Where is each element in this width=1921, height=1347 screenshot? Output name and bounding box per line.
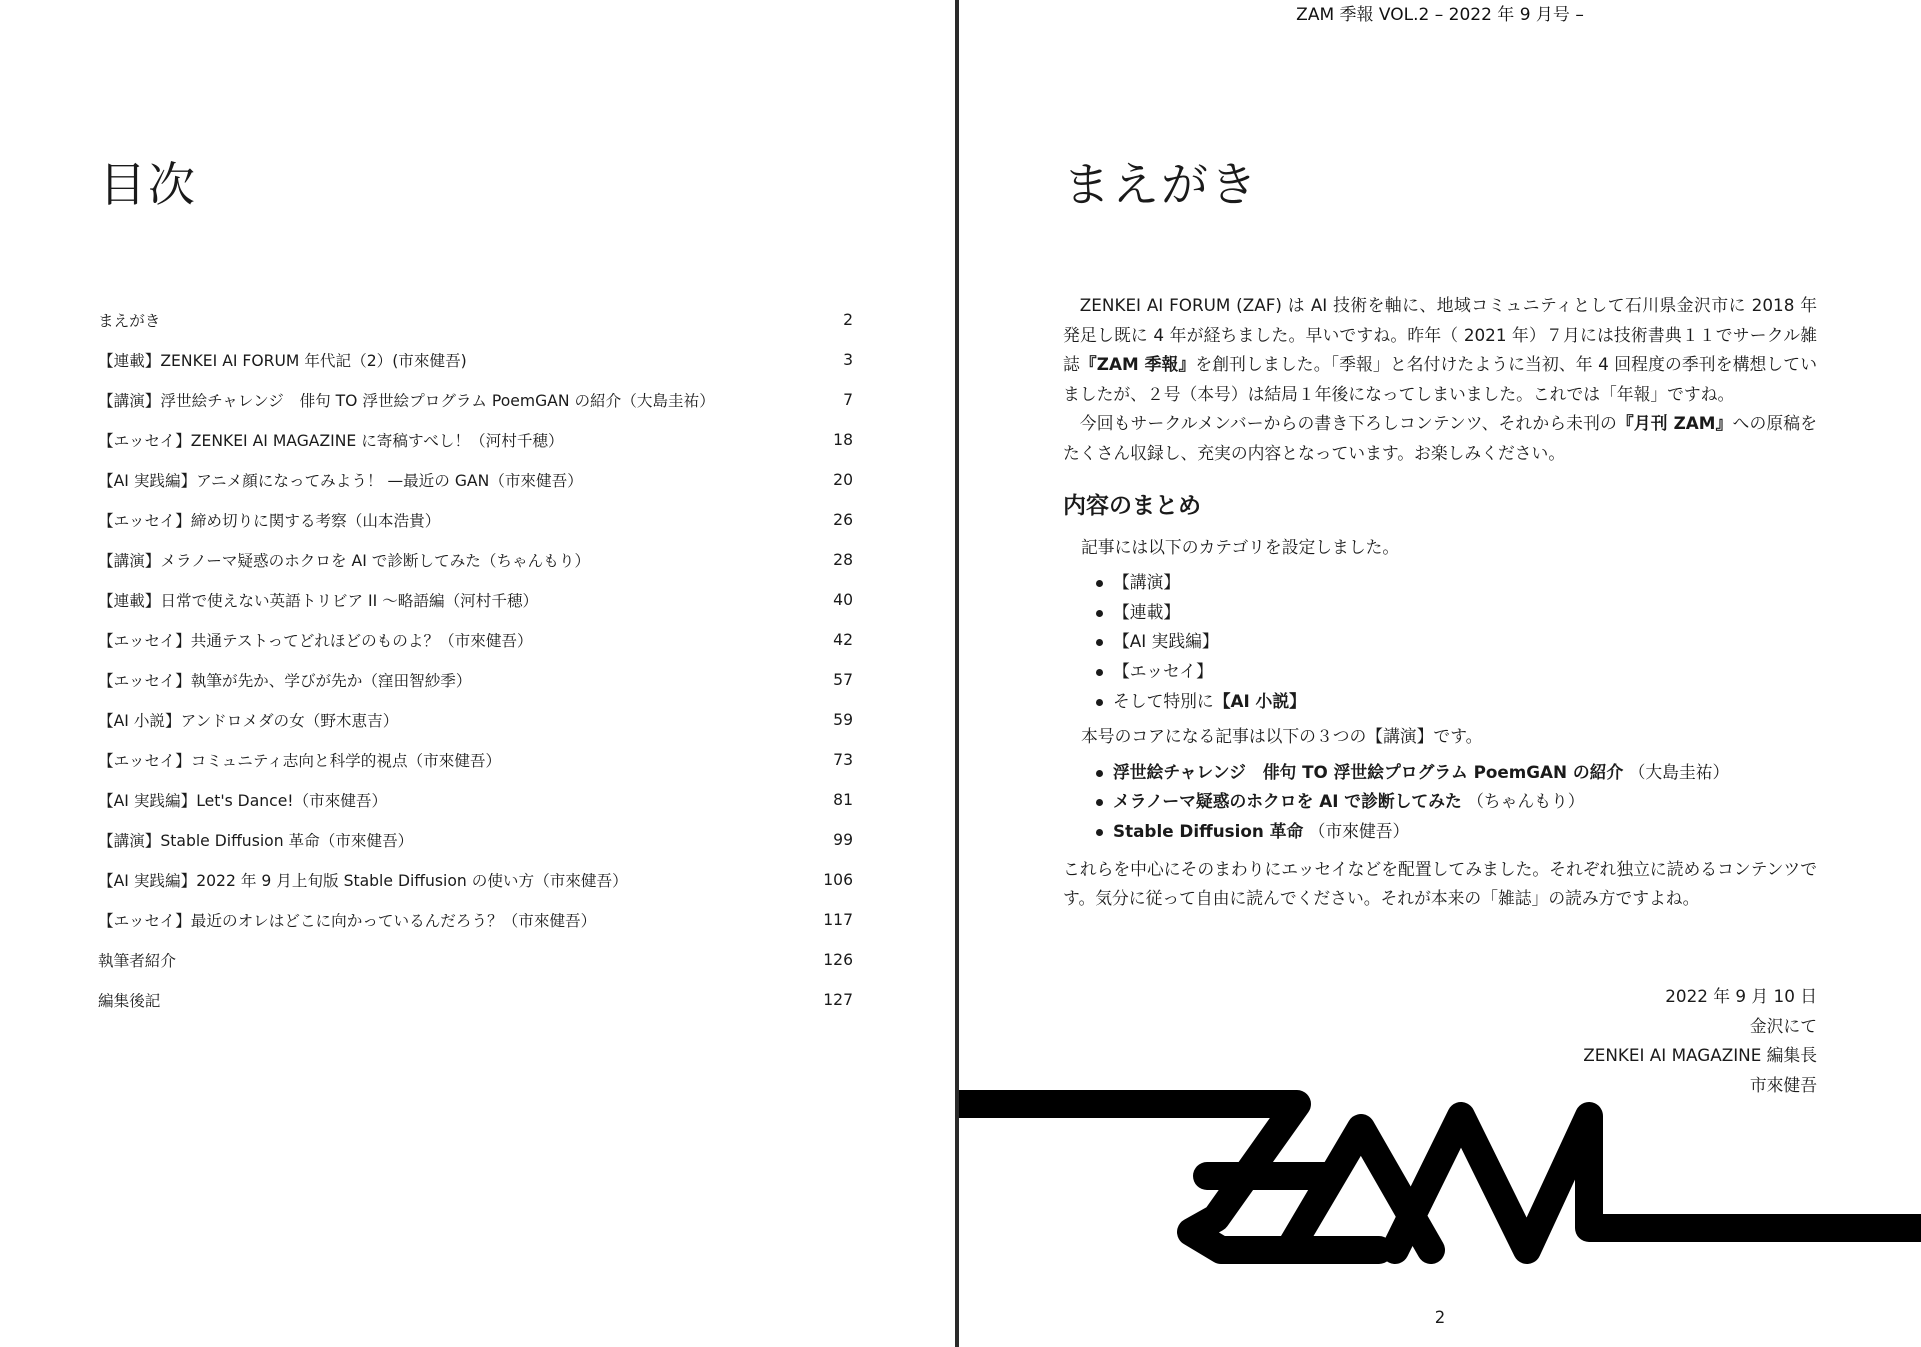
core-article-item [1113,787,1817,817]
toc-list [98,300,853,1020]
toc-entry-title: まえがき [98,312,161,330]
toc-entry-page: 42 [833,631,853,649]
toc-entry[interactable] [98,980,853,1020]
zam-logo [959,1080,1921,1276]
preface-paragraph-2 [1063,409,1817,468]
toc-entry-page: 81 [833,791,853,809]
special-category-label: 【AI 小説】 [1213,690,1306,711]
toc-entry[interactable] [98,820,853,860]
toc-entry[interactable] [98,420,853,460]
toc-entry[interactable] [98,900,853,940]
magazine-title: 『ZAM 季報』 [1079,354,1196,375]
core-article-item [1113,817,1817,847]
category-item: 【連載】 [1113,598,1817,628]
text-span: ZENKEI AI FORUM (ZAF) は AI 技術を軸に、地域コミュニティとして石川県金沢市に 2018 年発足し既に 4 年が経ちました。早いですね。昨年（ 2021 年）７月には技術書典１１でサークル雑誌 [1063,295,1817,375]
toc-entry-title: 【連載】ZENKEI AI FORUM 年代記（2）(市來健吾) [98,352,467,370]
core-article-author: （ちゃんもり） [1467,791,1585,812]
toc-entry-page: 3 [843,351,853,369]
toc-entry-title: 編集後記 [98,992,161,1010]
running-header: ZAM 季報 VOL.2 – 2022 年 9 月号 – [1296,5,1584,25]
toc-entry[interactable] [98,660,853,700]
toc-entry-page: 99 [833,831,853,849]
toc-entry-title: 【AI 実践編】2022 年 9 月上旬版 Stable Diffusion の使い方（市來健吾） [98,872,628,890]
preface-paragraph-1 [1063,291,1817,409]
toc-entry[interactable] [98,500,853,540]
core-article-title: 浮世絵チャレンジ 俳句 TO 浮世絵プログラム PoemGAN の紹介 [1113,761,1624,782]
toc-entry-title: 執筆者紹介 [98,952,176,970]
core-article-list [1063,758,1817,847]
category-item-special [1113,687,1817,717]
zam-logo-m [1395,1116,1921,1250]
toc-entry[interactable] [98,740,853,780]
toc-entry-title: 【講演】浮世絵チャレンジ 俳句 TO 浮世絵プログラム PoemGAN の紹介（大島圭祐） [98,392,715,410]
toc-entry[interactable] [98,300,853,340]
toc-entry[interactable] [98,340,853,380]
toc-entry-page: 26 [833,511,853,529]
categories-intro: 記事には以下のカテゴリを設定しました。 [1081,536,1400,557]
summary-heading: 内容のまとめ [1063,492,1201,519]
signature-date: 2022 年 9 月 10 日 [1665,986,1817,1006]
core-article-item [1113,758,1817,788]
category-item: 【講演】 [1113,568,1817,598]
toc-entry-title: 【AI 実践編】アニメ顔になってみよう！ —最近の GAN（市來健吾） [98,472,583,490]
core-article-title: メラノーマ疑惑のホクロを AI で診断してみた [1113,791,1462,812]
signature-role: ZENKEI AI MAGAZINE 編集長 [1583,1045,1817,1065]
toc-page [0,0,955,1347]
toc-entry[interactable] [98,940,853,980]
toc-entry-page: 18 [833,431,853,449]
toc-entry-title: 【講演】Stable Diffusion 革命（市來健吾） [98,832,414,850]
core-intro: 本号のコアになる記事は以下の３つの【講演】です。 [1081,726,1483,747]
preface-page [959,0,1921,1347]
core-article-title: Stable Diffusion 革命 [1113,820,1304,841]
toc-entry[interactable] [98,620,853,660]
toc-entry[interactable] [98,460,853,500]
toc-entry-page: 73 [833,751,853,769]
toc-entry-page: 40 [833,591,853,609]
toc-entry[interactable] [98,700,853,740]
toc-entry-title: 【講演】メラノーマ疑惑のホクロを AI で診断してみた（ちゃんもり） [98,552,591,570]
toc-entry-title: 【エッセイ】コミュニティ志向と科学的視点（市來健吾） [98,752,502,770]
toc-entry[interactable] [98,860,853,900]
closing-paragraph: これらを中心にそのまわりにエッセイなどを配置してみました。それぞれ独立に読めるコンテンツです。気分に従って自由に読んでください。それが本来の「雑誌」の読み方ですよね。 [1063,858,1817,909]
toc-title: 目次 [99,158,197,213]
preface-body [1063,291,1817,914]
toc-entry-page: 20 [833,471,853,489]
toc-entry[interactable] [98,380,853,420]
toc-entry-page: 2 [843,311,853,329]
category-item: 【AI 実践編】 [1113,627,1817,657]
core-article-author: （大島圭祐） [1628,761,1730,782]
text-span: への原稿をたくさん収録し、充実の内容となっています。お楽しみください。 [1063,413,1817,463]
text-span: そして特別に [1113,690,1214,711]
toc-entry-page: 117 [823,911,853,929]
toc-entry-title: 【AI 実践編】Let's Dance!（市來健吾） [98,792,388,810]
text-span: を創刊しました。「季報」と名付けたように当初、年 4 回程度の季刊を構想していましたが、２号（本号）は結局１年後になってしまいました。これでは「年報」ですね。 [1063,354,1817,404]
toc-entry[interactable] [98,780,853,820]
toc-entry-title: 【エッセイ】最近のオレはどこに向かっているんだろう？（市來健吾） [98,912,597,930]
preface-title: まえがき [1063,158,1259,213]
toc-entry-title: 【AI 小説】アンドロメダの女（野木恵吉） [98,712,399,730]
core-article-author: （市來健吾） [1308,820,1410,841]
signature-place: 金沢にて [1749,1015,1817,1036]
toc-entry-title: 【連載】日常で使えない英語トリビア II 〜略語編（河村千穂） [98,592,539,610]
text-span: 今回もサークルメンバーからの書き下ろしコンテンツ、それから未刊の [1079,413,1617,434]
toc-entry-page: 106 [823,871,853,889]
toc-entry-title: 【エッセイ】共通テストってどれほどのものよ？（市來健吾） [98,632,533,650]
toc-entry[interactable] [98,580,853,620]
category-item: 【エッセイ】 [1113,657,1817,687]
signature-name: 市來健吾 [1749,1074,1817,1095]
toc-entry-title: 【エッセイ】執筆が先か、学びが先か（窪田智紗季） [98,672,472,690]
toc-entry-title: 【エッセイ】締め切りに関する考察（山本浩貴） [98,512,441,530]
toc-entry-page: 28 [833,551,853,569]
page-number: 2 [1434,1308,1446,1327]
toc-entry-page: 127 [823,991,853,1009]
category-list [1063,568,1817,716]
magazine-title: 『月刊 ZAM』 [1616,413,1733,434]
toc-entry-page: 7 [843,391,853,409]
toc-entry-title: 【エッセイ】ZENKEI AI MAGAZINE に寄稿すべし！（河村千穂） [98,432,564,450]
toc-entry[interactable] [98,540,853,580]
toc-entry-page: 57 [833,671,853,689]
toc-entry-page: 126 [823,951,853,969]
toc-entry-page: 59 [833,711,853,729]
